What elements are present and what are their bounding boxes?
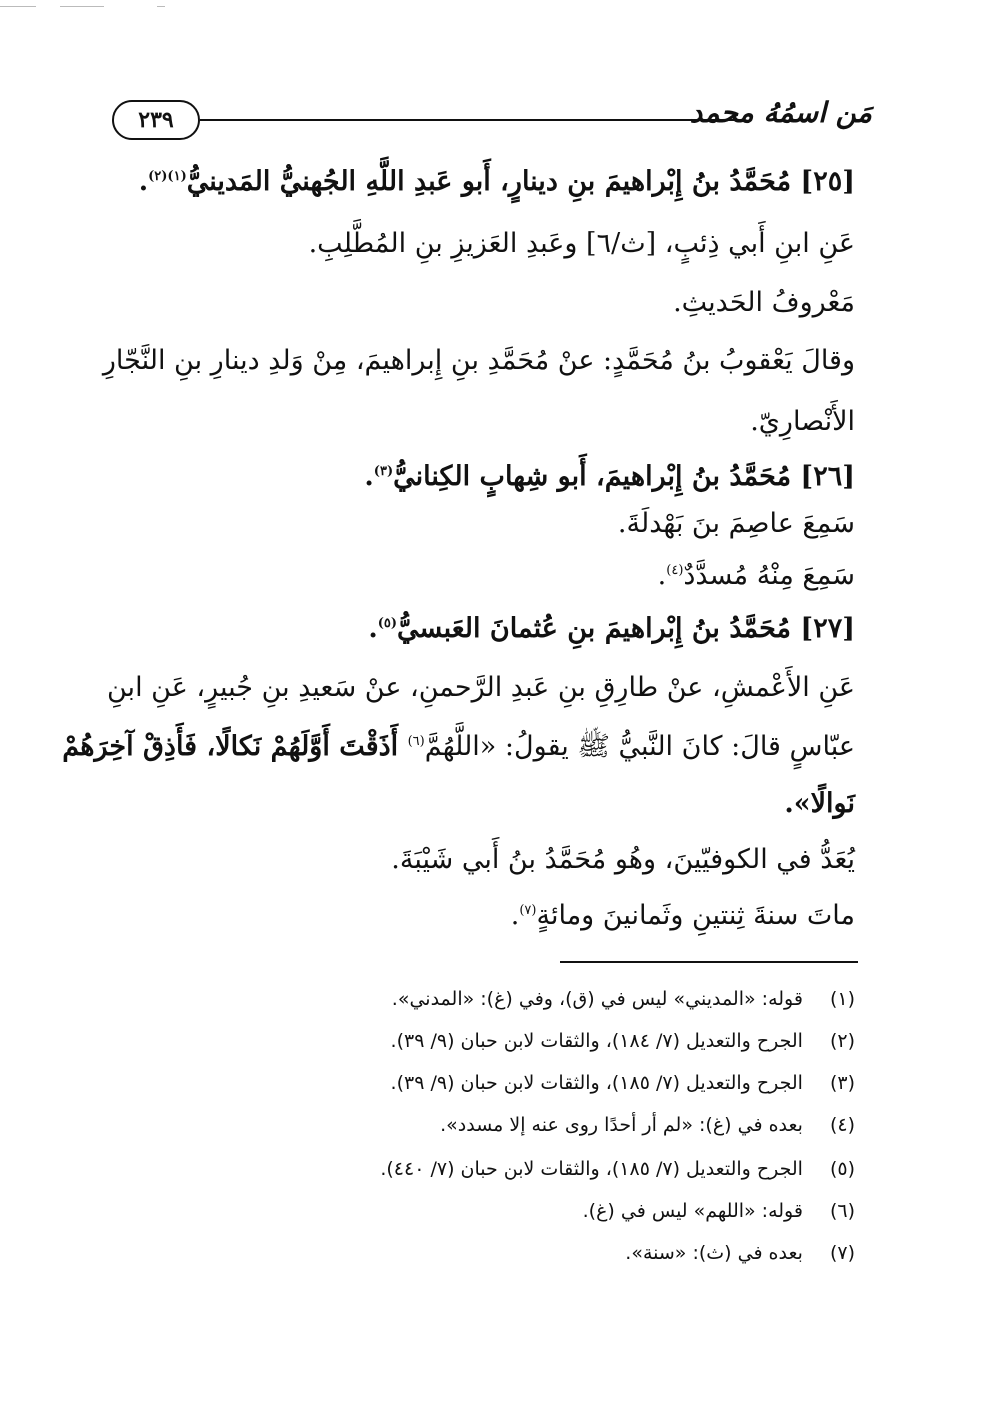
footnote-number: (٢) (829, 1030, 855, 1052)
footnote-text: الجرح والتعديل (٧/ ١٨٥)، والثقات لابن حبان (٩/ ٣٩). (390, 1072, 803, 1094)
body-line (511, 896, 855, 936)
body-line (658, 556, 855, 596)
body-line: مَعْروفُ الحَديثِ. (673, 287, 855, 318)
body-line: الأَنْصارِيّ. (750, 406, 855, 437)
body-line: سَمِعَ عاصِمَ بنَ بَهْدلَةَ. (617, 508, 855, 539)
page-number: ٢٣٩ (112, 100, 200, 140)
body-line: يُعَدُّ في الكوفيّينَ، وهُو مُحَمَّدُ بنُ أَبي شَيْبَةَ. (391, 844, 855, 875)
entry-heading-text: [٢٦] مُحَمَّدُ بنُ إِبْراهيمَ، أَبو شِهابٍ الكِنانيُّ (393, 461, 855, 492)
footnote-number: (٣) (829, 1072, 855, 1094)
footnote-ref: (٧) (519, 903, 537, 918)
footnote-text: الجرح والتعديل (٧/ ١٨٥)، والثقات لابن حبان (٧/ ٤٤٠). (380, 1158, 803, 1180)
footnote (392, 984, 855, 1014)
scan-artifact (157, 6, 165, 7)
footnote-ref: (١)(٢) (148, 169, 187, 184)
footnote-number: (٧) (829, 1242, 855, 1264)
footnote-text: بعده في (غ): «لم أر أحدًا روى عنه إلا مسدد». (440, 1114, 803, 1136)
footnote (380, 1154, 855, 1184)
hadith-text: أَذَقْتَ أَوَّلَهُمْ نَكالًا، فَأَذِقْ آخِرَهُمْ (62, 731, 408, 762)
footnote-ref: (٦) (407, 734, 425, 749)
footnote-ref: (٤) (666, 563, 684, 578)
scan-artifact (60, 6, 104, 7)
entry-heading-tail: . (368, 613, 378, 644)
page-header (112, 96, 872, 154)
footnote-separator (560, 961, 858, 963)
footnote-number: (٥) (829, 1158, 855, 1180)
footnote-ref: (٣) (373, 464, 394, 479)
footnote (440, 1110, 855, 1140)
body-line-text: سَمِعَ مِنْهُ مُسدَّدٌ (683, 560, 855, 591)
entry-heading (368, 609, 855, 649)
body-line-tail: . (510, 900, 520, 931)
entry-heading-text: [٢٥] مُحَمَّدُ بنُ إِبْراهيمَ بنِ دينارٍ، أَبو عَبدِ اللَّهِ الجُهنيُّ المَدينيُّ (186, 166, 855, 197)
body-line: عَنِ ابنِ أَبي ذِئبٍ، [ث/٦] وعَبدِ العَزيزِ بنِ المُطَّلِبِ. (308, 228, 855, 259)
footnote-text: الجرح والتعديل (٧/ ١٨٤)، والثقات لابن حبان (٩/ ٣٩). (390, 1030, 803, 1052)
body-line: وقالَ يَعْقوبُ بنُ مُحَمَّدٍ: عنْ مُحَمَّدِ بنِ إِبراهيمَ، مِنْ وَلدِ دينارِ بنِ النَّجّارِ (102, 345, 855, 376)
body-line-text: عبّاسٍ قالَ: كانَ النَّبيُّ ﷺ يقولُ: «اللَّهُمَّ (424, 731, 855, 762)
footnote-number: (٦) (829, 1200, 855, 1222)
footnote-text: قوله: «المديني» ليس في (ق)، وفي (غ): «المدني». (391, 988, 803, 1010)
entry-heading (364, 457, 855, 497)
footnote-text: قوله: «اللهم» ليس في (غ). (582, 1200, 803, 1222)
entry-heading-tail: . (364, 461, 374, 492)
entry-heading-text: [٢٧] مُحَمَّدُ بنُ إِبْراهيمَ بنِ عُثمانَ العَبسيُّ (397, 613, 855, 644)
footnote-number: (١) (829, 988, 855, 1010)
entry-heading (139, 162, 855, 202)
body-line: عَنِ الأَعْمشِ، عنْ طارِقِ بنِ عَبدِ الرَّحمنِ، عنْ سَعيدِ بنِ جُبيرٍ، عَنِ ابنِ (107, 672, 855, 703)
body-line: نَوالًا». (784, 788, 855, 819)
footnote-number: (٤) (829, 1114, 855, 1136)
entry-heading-tail: . (138, 166, 149, 197)
footnote (583, 1196, 855, 1226)
header-rule (200, 119, 744, 121)
footnote (391, 1068, 855, 1098)
body-line-text: ماتَ سنةَ ثِنتينِ وثَمانينَ ومائةٍ (536, 900, 855, 931)
running-title: مَن اسمُهُ محمد (689, 96, 872, 129)
footnote-ref: (٥) (377, 616, 398, 631)
footnote-text: بعده في (ث): «سنة». (625, 1242, 803, 1264)
body-line (62, 727, 855, 767)
footnote (391, 1026, 855, 1056)
footnote (625, 1238, 855, 1268)
scan-artifact (0, 6, 36, 7)
body-line-tail: . (657, 560, 667, 591)
